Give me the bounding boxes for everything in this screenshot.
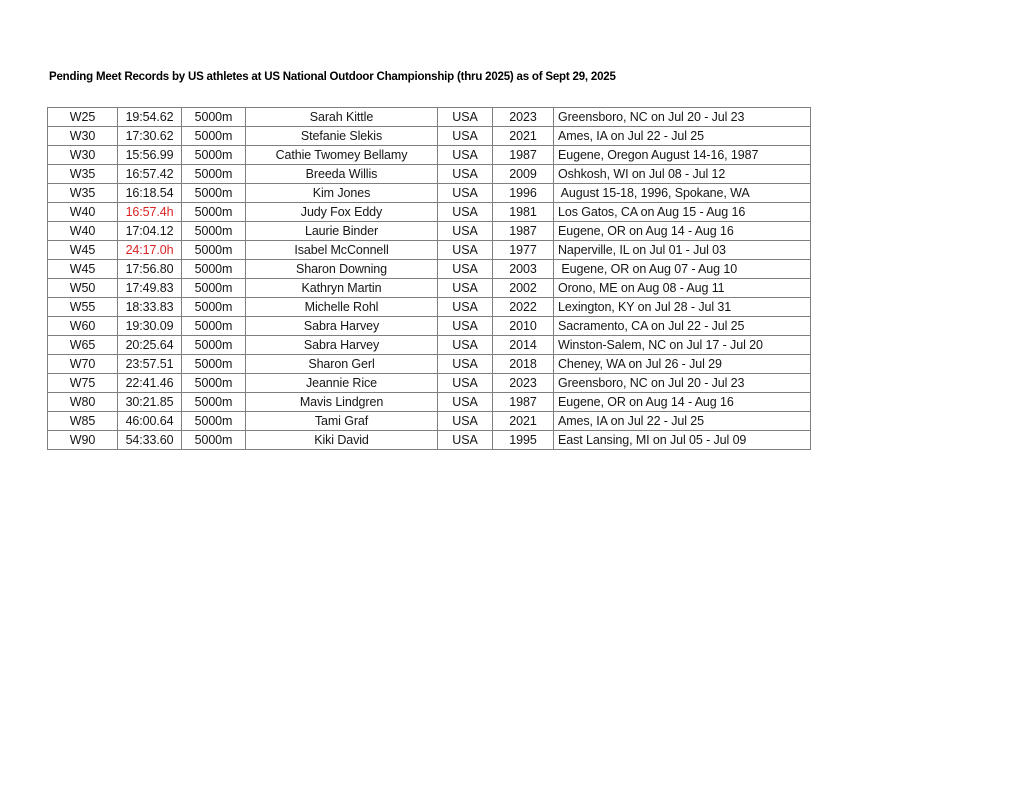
cell-time: 16:57.4h <box>118 203 182 222</box>
cell-athlete: Stefanie Slekis <box>246 127 438 146</box>
cell-athlete: Laurie Binder <box>246 222 438 241</box>
cell-athlete: Sabra Harvey <box>246 317 438 336</box>
cell-time: 17:30.62 <box>118 127 182 146</box>
cell-age-group: W75 <box>48 374 118 393</box>
cell-time: 18:33.83 <box>118 298 182 317</box>
table-row <box>48 184 811 203</box>
records-table <box>47 107 811 450</box>
cell-country: USA <box>438 165 493 184</box>
cell-athlete: Sharon Downing <box>246 260 438 279</box>
cell-country: USA <box>438 336 493 355</box>
table-row <box>48 108 811 127</box>
cell-venue: Orono, ME on Aug 08 - Aug 11 <box>554 279 811 298</box>
cell-country: USA <box>438 317 493 336</box>
cell-year: 1987 <box>493 222 554 241</box>
table-row <box>48 146 811 165</box>
cell-age-group: W45 <box>48 260 118 279</box>
cell-age-group: W80 <box>48 393 118 412</box>
cell-year: 2014 <box>493 336 554 355</box>
cell-time: 19:54.62 <box>118 108 182 127</box>
cell-distance: 5000m <box>182 279 246 298</box>
cell-athlete: Kim Jones <box>246 184 438 203</box>
page-title: Pending Meet Records by US athletes at US National Outdoor Championship (thru 2025) as of Sept 29, 2025 <box>49 71 616 83</box>
cell-distance: 5000m <box>182 127 246 146</box>
cell-time: 17:04.12 <box>118 222 182 241</box>
cell-venue: Eugene, OR on Aug 07 - Aug 10 <box>554 260 811 279</box>
cell-athlete: Kathryn Martin <box>246 279 438 298</box>
cell-country: USA <box>438 374 493 393</box>
table-row <box>48 431 811 450</box>
cell-age-group: W55 <box>48 298 118 317</box>
cell-country: USA <box>438 393 493 412</box>
cell-venue: Eugene, OR on Aug 14 - Aug 16 <box>554 222 811 241</box>
cell-athlete: Mavis Lindgren <box>246 393 438 412</box>
table-row <box>48 203 811 222</box>
table-row <box>48 165 811 184</box>
cell-year: 2023 <box>493 374 554 393</box>
cell-country: USA <box>438 298 493 317</box>
cell-time: 17:49.83 <box>118 279 182 298</box>
cell-time: 20:25.64 <box>118 336 182 355</box>
cell-time: 54:33.60 <box>118 431 182 450</box>
cell-year: 1996 <box>493 184 554 203</box>
cell-distance: 5000m <box>182 431 246 450</box>
cell-athlete: Sabra Harvey <box>246 336 438 355</box>
cell-age-group: W85 <box>48 412 118 431</box>
cell-venue: Ames, IA on Jul 22 - Jul 25 <box>554 412 811 431</box>
table-row <box>48 317 811 336</box>
cell-distance: 5000m <box>182 393 246 412</box>
cell-distance: 5000m <box>182 203 246 222</box>
cell-distance: 5000m <box>182 374 246 393</box>
table-row <box>48 374 811 393</box>
cell-age-group: W25 <box>48 108 118 127</box>
cell-age-group: W60 <box>48 317 118 336</box>
table-row <box>48 222 811 241</box>
cell-venue: Greensboro, NC on Jul 20 - Jul 23 <box>554 108 811 127</box>
cell-venue: Winston-Salem, NC on Jul 17 - Jul 20 <box>554 336 811 355</box>
cell-year: 1987 <box>493 393 554 412</box>
cell-age-group: W70 <box>48 355 118 374</box>
table-row <box>48 393 811 412</box>
cell-venue: Oshkosh, WI on Jul 08 - Jul 12 <box>554 165 811 184</box>
cell-distance: 5000m <box>182 241 246 260</box>
cell-age-group: W30 <box>48 127 118 146</box>
cell-country: USA <box>438 279 493 298</box>
cell-country: USA <box>438 108 493 127</box>
cell-country: USA <box>438 127 493 146</box>
cell-distance: 5000m <box>182 146 246 165</box>
cell-age-group: W40 <box>48 222 118 241</box>
cell-distance: 5000m <box>182 412 246 431</box>
cell-time: 30:21.85 <box>118 393 182 412</box>
cell-year: 1977 <box>493 241 554 260</box>
cell-year: 1987 <box>493 146 554 165</box>
cell-venue: Eugene, Oregon August 14-16, 1987 <box>554 146 811 165</box>
cell-age-group: W30 <box>48 146 118 165</box>
cell-year: 2023 <box>493 108 554 127</box>
records-table-body <box>48 108 811 450</box>
cell-venue: Naperville, IL on Jul 01 - Jul 03 <box>554 241 811 260</box>
cell-venue: East Lansing, MI on Jul 05 - Jul 09 <box>554 431 811 450</box>
cell-year: 1995 <box>493 431 554 450</box>
cell-athlete: Tami Graf <box>246 412 438 431</box>
table-row <box>48 241 811 260</box>
cell-athlete: Sharon Gerl <box>246 355 438 374</box>
cell-athlete: Judy Fox Eddy <box>246 203 438 222</box>
cell-country: USA <box>438 222 493 241</box>
cell-time: 24:17.0h <box>118 241 182 260</box>
cell-distance: 5000m <box>182 184 246 203</box>
cell-athlete: Jeannie Rice <box>246 374 438 393</box>
cell-venue: Ames, IA on Jul 22 - Jul 25 <box>554 127 811 146</box>
cell-distance: 5000m <box>182 108 246 127</box>
table-row <box>48 412 811 431</box>
cell-year: 2018 <box>493 355 554 374</box>
table-row <box>48 127 811 146</box>
cell-time: 19:30.09 <box>118 317 182 336</box>
cell-year: 2003 <box>493 260 554 279</box>
cell-country: USA <box>438 184 493 203</box>
cell-year: 2021 <box>493 412 554 431</box>
table-row <box>48 298 811 317</box>
cell-year: 2010 <box>493 317 554 336</box>
cell-country: USA <box>438 146 493 165</box>
cell-country: USA <box>438 431 493 450</box>
cell-distance: 5000m <box>182 165 246 184</box>
cell-time: 16:18.54 <box>118 184 182 203</box>
cell-age-group: W35 <box>48 184 118 203</box>
table-row <box>48 279 811 298</box>
cell-year: 2002 <box>493 279 554 298</box>
cell-distance: 5000m <box>182 317 246 336</box>
cell-year: 2021 <box>493 127 554 146</box>
cell-country: USA <box>438 260 493 279</box>
table-row <box>48 336 811 355</box>
cell-athlete: Michelle Rohl <box>246 298 438 317</box>
cell-distance: 5000m <box>182 355 246 374</box>
cell-venue: Cheney, WA on Jul 26 - Jul 29 <box>554 355 811 374</box>
cell-venue: Los Gatos, CA on Aug 15 - Aug 16 <box>554 203 811 222</box>
cell-age-group: W90 <box>48 431 118 450</box>
cell-time: 15:56.99 <box>118 146 182 165</box>
cell-age-group: W65 <box>48 336 118 355</box>
cell-time: 46:00.64 <box>118 412 182 431</box>
table-row <box>48 260 811 279</box>
cell-distance: 5000m <box>182 298 246 317</box>
cell-venue: Greensboro, NC on Jul 20 - Jul 23 <box>554 374 811 393</box>
cell-venue: August 15-18, 1996, Spokane, WA <box>554 184 811 203</box>
cell-athlete: Sarah Kittle <box>246 108 438 127</box>
cell-distance: 5000m <box>182 260 246 279</box>
cell-distance: 5000m <box>182 222 246 241</box>
cell-country: USA <box>438 203 493 222</box>
cell-age-group: W35 <box>48 165 118 184</box>
cell-age-group: W45 <box>48 241 118 260</box>
cell-country: USA <box>438 241 493 260</box>
cell-time: 17:56.80 <box>118 260 182 279</box>
cell-country: USA <box>438 355 493 374</box>
cell-athlete: Isabel McConnell <box>246 241 438 260</box>
cell-year: 2022 <box>493 298 554 317</box>
cell-venue: Eugene, OR on Aug 14 - Aug 16 <box>554 393 811 412</box>
cell-venue: Sacramento, CA on Jul 22 - Jul 25 <box>554 317 811 336</box>
cell-athlete: Kiki David <box>246 431 438 450</box>
cell-age-group: W40 <box>48 203 118 222</box>
cell-time: 22:41.46 <box>118 374 182 393</box>
cell-time: 23:57.51 <box>118 355 182 374</box>
cell-year: 2009 <box>493 165 554 184</box>
cell-venue: Lexington, KY on Jul 28 - Jul 31 <box>554 298 811 317</box>
cell-year: 1981 <box>493 203 554 222</box>
cell-distance: 5000m <box>182 336 246 355</box>
cell-country: USA <box>438 412 493 431</box>
table-row <box>48 355 811 374</box>
cell-time: 16:57.42 <box>118 165 182 184</box>
cell-age-group: W50 <box>48 279 118 298</box>
cell-athlete: Breeda Willis <box>246 165 438 184</box>
cell-athlete: Cathie Twomey Bellamy <box>246 146 438 165</box>
